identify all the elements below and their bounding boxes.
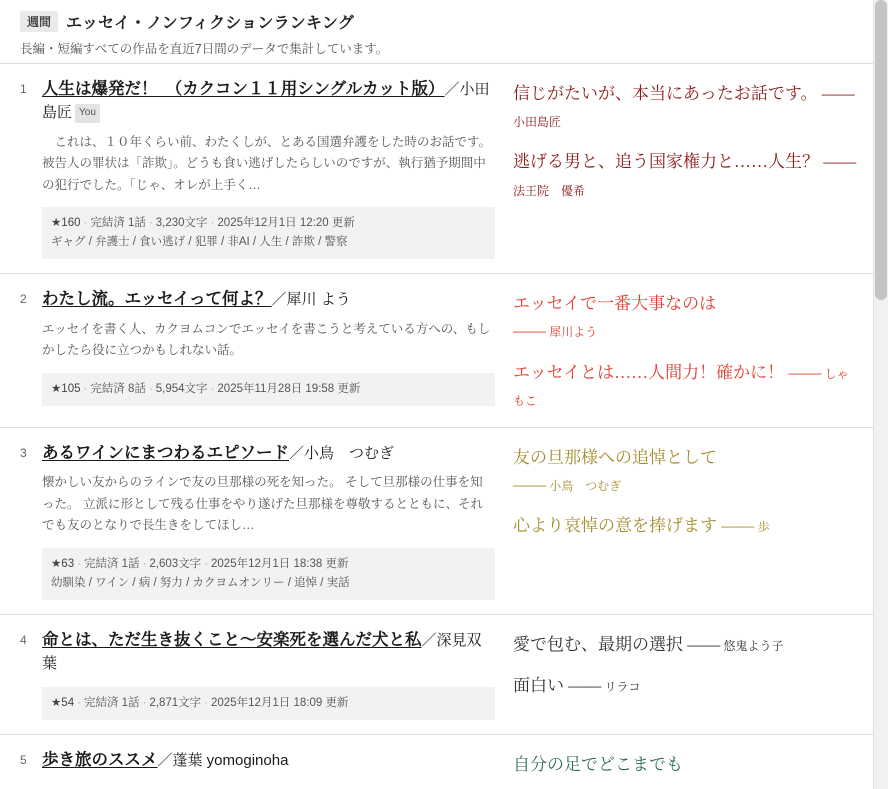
review-dash-icon: —— [721, 516, 754, 536]
work-meta-line [51, 380, 486, 399]
meta-dot-icon: · [83, 217, 88, 230]
work-meta-box [42, 207, 495, 259]
meta-dot-icon: · [148, 382, 153, 395]
review-column [513, 288, 858, 413]
star-count: ★105 [51, 382, 81, 395]
item-title-line [42, 78, 495, 125]
work-excerpt: これは、１０年くらい前、わたくしが、とある国選弁護をした時のお話です。被告人の罪状は「詐欺」。どうも食い逃げしたらしいのですが、執行猶予期間中の犯行でした。「じゃ、オレが上手く… [42, 134, 492, 192]
title-author-separator: ／ [271, 291, 287, 309]
work-title-link[interactable]: あるワインにまつわるエピソード [42, 444, 290, 463]
review-entry[interactable] [513, 672, 858, 699]
review-text: 逃げる男と、追う国家権力と……人生？ [513, 152, 819, 172]
item-main [42, 78, 513, 259]
meta-dot-icon: · [77, 696, 81, 709]
review-dash-icon: —— [513, 321, 545, 341]
item-title-line [42, 749, 495, 772]
meta-dot-icon: · [142, 557, 147, 570]
work-title-link[interactable]: 命とは、ただ生き抜くこと～安楽死を選んだ犬と私 [42, 630, 422, 649]
review-column [513, 78, 858, 259]
meta-dot-icon: · [142, 696, 147, 709]
title-author-separator: ／ [289, 445, 305, 463]
item-title-line [42, 629, 495, 676]
review-entry[interactable] [513, 148, 858, 202]
meta-dot-icon: · [83, 382, 88, 395]
review-author: しゃもこ [513, 366, 849, 408]
review-dash-icon: —— [513, 475, 545, 495]
review-author: 悠鬼よう子 [723, 638, 784, 653]
review-author: 小田島匠 [513, 115, 562, 130]
work-title-link[interactable]: 人生は爆発だ！ （カクコン１１用シングルカット版） [42, 80, 445, 98]
author-name[interactable]: 犀川 よう [286, 291, 351, 309]
list-item [0, 614, 874, 734]
review-author: 歩 [757, 520, 770, 535]
review-entry[interactable] [513, 290, 858, 344]
work-charcount: 3,230文字 [155, 217, 208, 230]
author-name[interactable]: 小鳥 つむぎ [304, 445, 395, 463]
review-entry[interactable] [513, 631, 858, 658]
list-item [0, 63, 874, 273]
review-text: 信じがたいが、本当にあったお話です。 [513, 84, 818, 103]
rank-number: 4 [20, 632, 27, 647]
review-dash-icon: —— [821, 84, 854, 103]
review-column [513, 749, 858, 778]
work-meta-box [42, 687, 495, 720]
meta-dot-icon: · [77, 557, 81, 570]
review-text: エッセイとは……人間力！確かに！ [513, 362, 785, 382]
work-title-link[interactable]: わたし流。エッセイって何よ？ [42, 290, 272, 309]
author-name[interactable]: 蓬葉 yomoginoha [172, 751, 289, 769]
title-author-separator: ／ [444, 81, 460, 98]
meta-dot-icon: · [210, 217, 215, 230]
review-author: 法王院 優希 [513, 183, 586, 198]
you-badge: You [75, 104, 100, 122]
star-count: ★160 [51, 217, 81, 230]
list-item [0, 273, 874, 427]
review-dash-icon: —— [687, 634, 720, 654]
work-meta-box [42, 373, 495, 406]
review-entry[interactable] [513, 751, 858, 778]
meta-dot-icon: · [204, 557, 209, 570]
review-entry[interactable] [513, 359, 858, 413]
work-excerpt: 懐かしい友からのラインで友の旦那様の死を知った。 そして旦那様の仕事を知った。 立派に形として残る仕事をやり遂げた旦那様を尊敬するとともに、それでも友のとなりで長生きをしてほし… [42, 475, 483, 533]
review-author: 犀川よう [549, 325, 598, 340]
work-tags[interactable]: 幼馴染 / ワイン / 病 / 努力 / カクヨムオンリー / 追悼 / 実話 [51, 576, 350, 589]
review-column [513, 442, 858, 600]
work-charcount: 5,954文字 [155, 382, 208, 395]
review-entry[interactable] [513, 80, 858, 134]
title-author-separator: ／ [421, 631, 437, 649]
rank-number: 2 [20, 292, 27, 307]
work-status: 完結済 1話 [83, 557, 140, 570]
header-title-row [20, 10, 854, 33]
title-author-separator: ／ [157, 751, 173, 769]
work-updated: 2025年12月1日 18:09 更新 [211, 696, 349, 709]
work-status: 完結済 1話 [90, 217, 146, 230]
review-dash-icon: —— [568, 676, 601, 696]
item-main [42, 749, 513, 778]
rank-number: 3 [20, 446, 27, 461]
work-charcount: 2,871文字 [149, 696, 202, 709]
item-title-line [42, 288, 495, 311]
review-dash-icon: —— [788, 362, 821, 382]
work-updated: 2025年12月1日 18:38 更新 [211, 557, 349, 570]
review-entry[interactable] [513, 512, 858, 539]
review-author: 小鳥 つむぎ [549, 479, 622, 494]
review-text: 心より哀悼の意を捧げます [513, 516, 717, 536]
work-meta-line [51, 214, 486, 233]
review-column [513, 629, 858, 720]
list-item [0, 427, 874, 614]
scrollbar-thumb[interactable] [875, 0, 887, 300]
vertical-scrollbar[interactable] [873, 0, 888, 789]
work-title-link[interactable]: 歩き旅のススメ [42, 750, 158, 769]
work-updated: 2025年12月1日 12:20 更新 [217, 217, 355, 230]
review-entry[interactable] [513, 444, 858, 498]
review-text: 自分の足でどこまでも [513, 754, 683, 774]
ranking-list [0, 63, 874, 789]
page-header [0, 0, 874, 63]
item-title-line [42, 442, 495, 465]
star-count: ★63 [51, 557, 75, 570]
work-charcount: 2,603文字 [149, 557, 202, 570]
page-title: エッセイ・ノンフィクションランキング [66, 15, 355, 32]
item-main [42, 442, 513, 600]
work-status: 完結済 8話 [90, 382, 146, 395]
rank-number: 1 [20, 82, 27, 96]
work-excerpt: エッセイを書く人、カクヨムコンでエッセイを書こうと考えている方への、もしかしたら役に立つかもしれない話。 [42, 321, 491, 358]
work-status: 完結済 1話 [83, 696, 140, 709]
review-text: 面白い [513, 676, 564, 696]
review-dash-icon: —— [823, 152, 856, 172]
item-main [42, 629, 513, 720]
review-author: リラコ [604, 680, 641, 695]
review-text: 友の旦那様への追悼として [513, 448, 717, 468]
author-name[interactable]: 深見双葉 [42, 631, 482, 673]
work-meta-line [51, 694, 486, 713]
list-item [0, 734, 874, 789]
work-meta-line [51, 555, 486, 574]
meta-dot-icon: · [204, 696, 209, 709]
work-updated: 2025年11月28日 19:58 更新 [217, 382, 361, 395]
meta-dot-icon: · [148, 217, 153, 230]
period-badge-weekly[interactable]: 週間 [20, 11, 58, 32]
meta-dot-icon: · [210, 382, 215, 395]
review-text: エッセイで一番大事なのは [513, 294, 717, 314]
page-subtitle: 長編・短編すべての作品を直近7日間のデータで集計しています。 [20, 42, 389, 56]
author-name[interactable]: 小田島匠 [42, 81, 490, 122]
item-main [42, 288, 513, 413]
review-text: 愛で包む、最期の選択 [513, 634, 683, 654]
rank-number: 5 [20, 752, 27, 767]
work-meta-box [42, 548, 495, 600]
work-tags[interactable]: ギャグ / 弁護士 / 食い逃げ / 犯罪 / 非AI / 人生 / 詐欺 / 警察 [51, 236, 348, 249]
star-count: ★54 [51, 696, 75, 709]
